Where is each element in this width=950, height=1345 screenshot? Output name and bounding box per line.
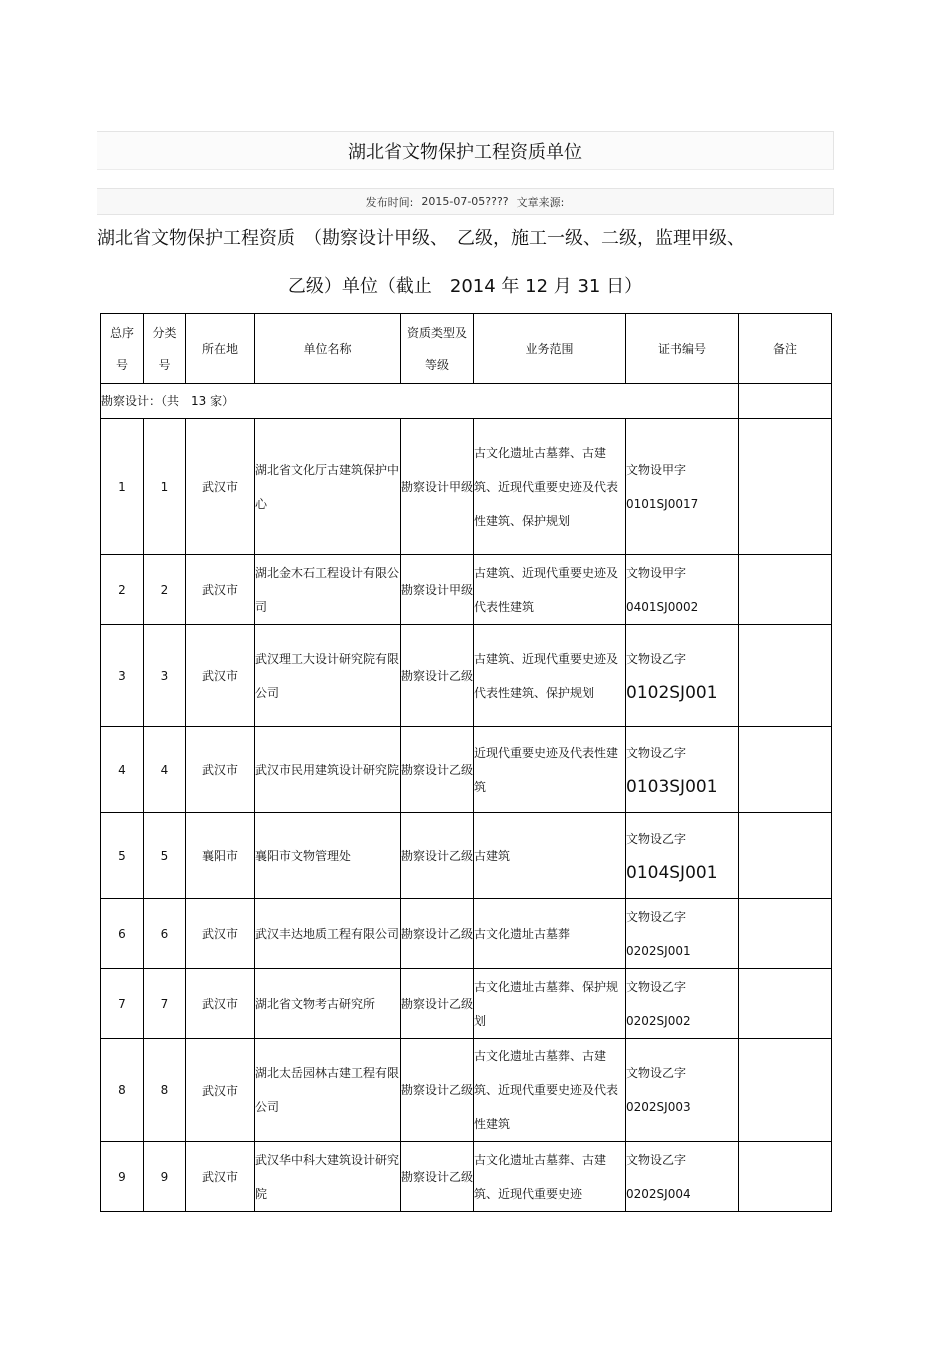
- cell-city: 武汉市: [186, 625, 255, 727]
- document-heading-line2: 乙级）单位（截止 2014 年 12 月 31 日）: [287, 276, 643, 297]
- cell-scope: 近现代重要史迹及代表性建筑: [474, 727, 626, 813]
- cell-grade: 勘察设计乙级: [401, 969, 474, 1039]
- cell-unit-name: 湖北金木石工程设计有限公司: [255, 555, 401, 625]
- cell-cert-no: [626, 625, 739, 727]
- cell-sub-no: 5: [144, 813, 186, 899]
- cell-scope: 古文化遗址古墓葬、保护规划: [474, 969, 626, 1039]
- table-row: [101, 419, 832, 555]
- cert-code: 0202SJ004: [626, 1186, 691, 1201]
- cell-cert-no: [626, 555, 739, 625]
- cell-grade: 勘察设计乙级: [401, 727, 474, 813]
- cell-scope: 古文化遗址古墓葬、古建筑、近现代重要史迹: [474, 1142, 626, 1212]
- header-city: 所在地: [186, 314, 255, 384]
- cell-note: [739, 555, 832, 625]
- cell-note: [739, 727, 832, 813]
- cert-code: 0103SJ001: [626, 776, 718, 797]
- cell-total-no: 6: [101, 899, 144, 969]
- header-sub-no: 分类号: [144, 314, 186, 384]
- cell-scope: 古文化遗址古墓葬、古建筑、近现代重要史迹及代表性建筑、保护规划: [474, 419, 626, 555]
- cell-city: 武汉市: [186, 969, 255, 1039]
- publish-date: 2015-07-05????: [421, 195, 509, 208]
- cell-total-no: 5: [101, 813, 144, 899]
- cell-cert-no: [626, 419, 739, 555]
- cell-total-no: 1: [101, 419, 144, 555]
- table-row: [101, 1039, 832, 1142]
- cert-code: 0102SJ001: [626, 682, 718, 703]
- qualification-table: [100, 313, 832, 1212]
- cell-sub-no: 3: [144, 625, 186, 727]
- cell-city: 武汉市: [186, 555, 255, 625]
- document-heading-line1: 湖北省文物保护工程资质 （勘察设计甲级、 乙级，施工一级、二级，监理甲级、: [97, 228, 745, 249]
- cell-cert-no: [626, 969, 739, 1039]
- cell-sub-no: 9: [144, 1142, 186, 1212]
- cell-total-no: 3: [101, 625, 144, 727]
- cell-city: 武汉市: [186, 1039, 255, 1142]
- cell-cert-no: [626, 899, 739, 969]
- section-label: 勘察设计：（共 13 家）: [101, 384, 739, 419]
- cell-scope: 古建筑、近现代重要史迹及代表性建筑、保护规划: [474, 625, 626, 727]
- cell-total-no: 8: [101, 1039, 144, 1142]
- cert-prefix: 文物设乙字: [626, 1066, 687, 1080]
- cert-prefix: 文物设乙字: [626, 745, 687, 760]
- cell-note: [739, 1039, 832, 1142]
- cell-sub-no: 7: [144, 969, 186, 1039]
- cell-total-no: 7: [101, 969, 144, 1039]
- article-meta: [97, 188, 834, 215]
- cert-prefix: 文物设乙字: [626, 979, 687, 994]
- cert-code: 0101SJ0017: [626, 496, 699, 511]
- cell-grade: 勘察设计甲级: [401, 555, 474, 625]
- cell-grade: 勘察设计甲级: [401, 419, 474, 555]
- table-row: [101, 899, 832, 969]
- cell-note: [739, 625, 832, 727]
- header-scope: 业务范围: [474, 314, 626, 384]
- cert-prefix: 文物设甲字: [626, 565, 687, 580]
- cell-city: 武汉市: [186, 419, 255, 555]
- cert-code: 0202SJ003: [626, 1100, 691, 1114]
- cell-scope: 古文化遗址古墓葬、古建筑、近现代重要史迹及代表性建筑: [474, 1039, 626, 1142]
- table-header-row: [101, 314, 832, 384]
- cert-code: 0401SJ0002: [626, 599, 699, 614]
- cell-sub-no: 6: [144, 899, 186, 969]
- cell-unit-name: 武汉丰达地质工程有限公司: [255, 899, 401, 969]
- section-note: [739, 384, 832, 419]
- cell-unit-name: 襄阳市文物管理处: [255, 813, 401, 899]
- cell-grade: 勘察设计乙级: [401, 899, 474, 969]
- table-row: [101, 813, 832, 899]
- cell-note: [739, 419, 832, 555]
- cert-code: 0202SJ002: [626, 1013, 691, 1028]
- cell-sub-no: 1: [144, 419, 186, 555]
- cell-grade: 勘察设计乙级: [401, 1039, 474, 1142]
- source-label: 文章来源:: [516, 195, 565, 209]
- cert-prefix: 文物设乙字: [626, 1152, 687, 1167]
- cert-code: 0202SJ001: [626, 943, 691, 958]
- cell-city: 武汉市: [186, 899, 255, 969]
- cell-unit-name: 湖北太岳园林古建工程有限公司: [255, 1039, 401, 1142]
- table-row: [101, 625, 832, 727]
- table-row: [101, 969, 832, 1039]
- cell-total-no: 2: [101, 555, 144, 625]
- cell-unit-name: 武汉市民用建筑设计研究院: [255, 727, 401, 813]
- cert-prefix: 文物设乙字: [626, 651, 687, 666]
- cell-note: [739, 1142, 832, 1212]
- cell-cert-no: [626, 1039, 739, 1142]
- header-grade: 资质类型及等级: [401, 314, 474, 384]
- cell-unit-name: 武汉华中科大建筑设计研究院: [255, 1142, 401, 1212]
- cert-prefix: 文物设乙字: [626, 831, 687, 846]
- cell-sub-no: 4: [144, 727, 186, 813]
- cell-total-no: 9: [101, 1142, 144, 1212]
- cell-sub-no: 2: [144, 555, 186, 625]
- cell-note: [739, 969, 832, 1039]
- cell-grade: 勘察设计乙级: [401, 813, 474, 899]
- article-title: 湖北省文物保护工程资质单位: [97, 131, 834, 170]
- header-unit-name: 单位名称: [255, 314, 401, 384]
- cell-city: 襄阳市: [186, 813, 255, 899]
- header-note: 备注: [739, 314, 832, 384]
- cell-unit-name: 武汉理工大设计研究院有限公司: [255, 625, 401, 727]
- cell-grade: 勘察设计乙级: [401, 625, 474, 727]
- cell-scope: 古建筑、近现代重要史迹及代表性建筑: [474, 555, 626, 625]
- cell-city: 武汉市: [186, 1142, 255, 1212]
- section-row: [101, 384, 832, 419]
- cell-note: [739, 813, 832, 899]
- publish-label: 发布时间:: [365, 195, 414, 209]
- header-total-no: 总序号: [101, 314, 144, 384]
- cert-prefix: 文物设甲字: [626, 462, 687, 477]
- cell-total-no: 4: [101, 727, 144, 813]
- table-row: [101, 555, 832, 625]
- cell-note: [739, 899, 832, 969]
- cert-code: 0104SJ001: [626, 862, 718, 883]
- cell-cert-no: [626, 1142, 739, 1212]
- cell-unit-name: 湖北省文物考古研究所: [255, 969, 401, 1039]
- cell-cert-no: [626, 813, 739, 899]
- cell-cert-no: [626, 727, 739, 813]
- cert-prefix: 文物设乙字: [626, 909, 687, 924]
- cell-grade: 勘察设计乙级: [401, 1142, 474, 1212]
- cell-city: 武汉市: [186, 727, 255, 813]
- cell-scope: 古文化遗址古墓葬: [474, 899, 626, 969]
- cell-unit-name: 湖北省文化厅古建筑保护中心: [255, 419, 401, 555]
- cell-sub-no: 8: [144, 1039, 186, 1142]
- cell-scope: 古建筑: [474, 813, 626, 899]
- table-row: [101, 727, 832, 813]
- header-cert-no: 证书编号: [626, 314, 739, 384]
- table-row: [101, 1142, 832, 1212]
